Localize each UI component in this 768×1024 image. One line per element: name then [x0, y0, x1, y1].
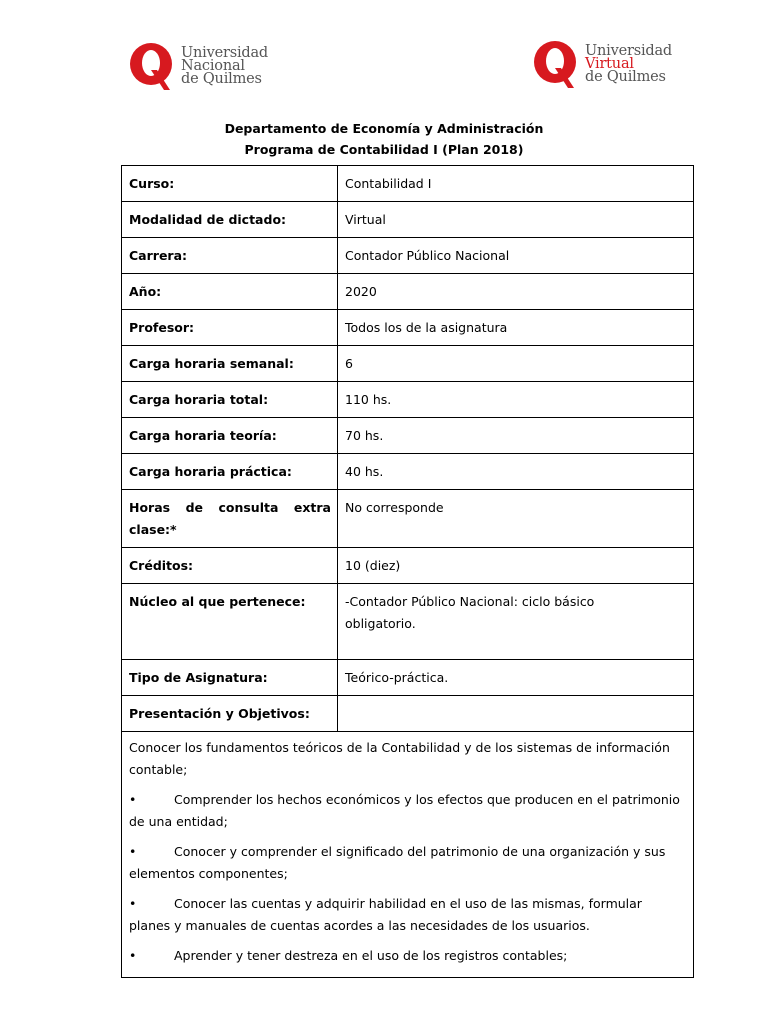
- list-item: [129, 789, 683, 833]
- row-label: [122, 490, 338, 548]
- list-item: [129, 945, 683, 967]
- row-value: 70 hs.: [338, 418, 694, 454]
- row-label: Carga horaria práctica:: [122, 454, 338, 490]
- row-value: Teórico-práctica.: [338, 660, 694, 696]
- uvq-logo-line1: Universidad: [585, 42, 672, 59]
- row-label: Profesor:: [122, 310, 338, 346]
- department-title: Departamento de Economía y Administración: [224, 121, 544, 136]
- row-value: Contabilidad I: [338, 166, 694, 202]
- table-row: [122, 548, 694, 584]
- row-value: 40 hs.: [338, 454, 694, 490]
- table-row: [122, 660, 694, 696]
- row-value: No corresponde: [338, 490, 694, 548]
- row-value: 6: [338, 346, 694, 382]
- row-label: Carga horaria teoría:: [122, 418, 338, 454]
- row-label: Año:: [122, 274, 338, 310]
- row-value: Virtual: [338, 202, 694, 238]
- table-row: [122, 382, 694, 418]
- table-row: [122, 274, 694, 310]
- table-row: [122, 346, 694, 382]
- objectives-row: [122, 732, 694, 978]
- row-label: Carga horaria semanal:: [122, 346, 338, 382]
- table-row: [122, 238, 694, 274]
- table-row: [122, 166, 694, 202]
- list-item: [129, 841, 683, 885]
- row-label: Curso:: [122, 166, 338, 202]
- row-value: 10 (diez): [338, 548, 694, 584]
- objective-text: Conocer y comprender el significado del patrimonio de una organización y sus elementos componentes;: [129, 844, 666, 881]
- unq-logo-mark-icon: [129, 40, 175, 92]
- objective-text: Aprender y tener destreza en el uso de los registros contables;: [174, 948, 568, 963]
- objectives-intro: Conocer los fundamentos teóricos de la Contabilidad y de los sistemas de información contable;: [129, 740, 670, 777]
- table-row: [122, 418, 694, 454]
- unq-logo-line1: Universidad: [181, 44, 268, 61]
- table-row: [122, 454, 694, 490]
- objectives-cell: [122, 732, 694, 978]
- row-value: Contador Público Nacional: [338, 238, 694, 274]
- table-row: [122, 310, 694, 346]
- uvq-logo-mark-icon: [533, 38, 579, 90]
- row-label: Núcleo al que pertenece:: [122, 584, 338, 660]
- table-row: [122, 202, 694, 238]
- row-value: [338, 584, 694, 660]
- row-label: Carga horaria total:: [122, 382, 338, 418]
- row-label: Créditos:: [122, 548, 338, 584]
- objective-text: Conocer las cuentas y adquirir habilidad en el uso de las mismas, formular planes y manuales de cuentas acordes a las necesidades de los usuarios.: [129, 896, 642, 933]
- row-label: Presentación y Objetivos:: [122, 696, 338, 732]
- row-value-line2: obligatorio.: [345, 616, 416, 631]
- unq-logo-line3: de Quilmes: [181, 70, 262, 87]
- row-value: Todos los de la asignatura: [338, 310, 694, 346]
- table-row: [122, 584, 694, 660]
- row-value-line1: -Contador Público Nacional: ciclo básico: [345, 594, 595, 609]
- bullet-icon: •: [129, 948, 137, 963]
- row-value: 2020: [338, 274, 694, 310]
- bullet-icon: •: [129, 792, 137, 807]
- row-label: Tipo de Asignatura:: [122, 660, 338, 696]
- row-label-line1: Horas de consulta extra: [129, 500, 331, 515]
- table-row: [122, 490, 694, 548]
- uvq-logo: [533, 38, 672, 90]
- bullet-icon: •: [129, 844, 137, 859]
- uvq-logo-line2: Virtual: [585, 55, 634, 72]
- row-label-line2: clase:*: [129, 522, 177, 537]
- unq-logo-line2: Nacional: [181, 57, 245, 74]
- table-row: [122, 696, 694, 732]
- unq-logo: [129, 40, 268, 92]
- row-value: [338, 696, 694, 732]
- uvq-logo-line3: de Quilmes: [585, 68, 666, 85]
- list-item: [129, 893, 683, 937]
- objective-text: Comprender los hechos económicos y los efectos que producen en el patrimonio de una entidad;: [129, 792, 680, 829]
- row-value: 110 hs.: [338, 382, 694, 418]
- row-label: Carrera:: [122, 238, 338, 274]
- row-label: Modalidad de dictado:: [122, 202, 338, 238]
- bullet-icon: •: [129, 896, 137, 911]
- program-title: Programa de Contabilidad I (Plan 2018): [244, 142, 524, 157]
- course-info-table: [121, 165, 694, 978]
